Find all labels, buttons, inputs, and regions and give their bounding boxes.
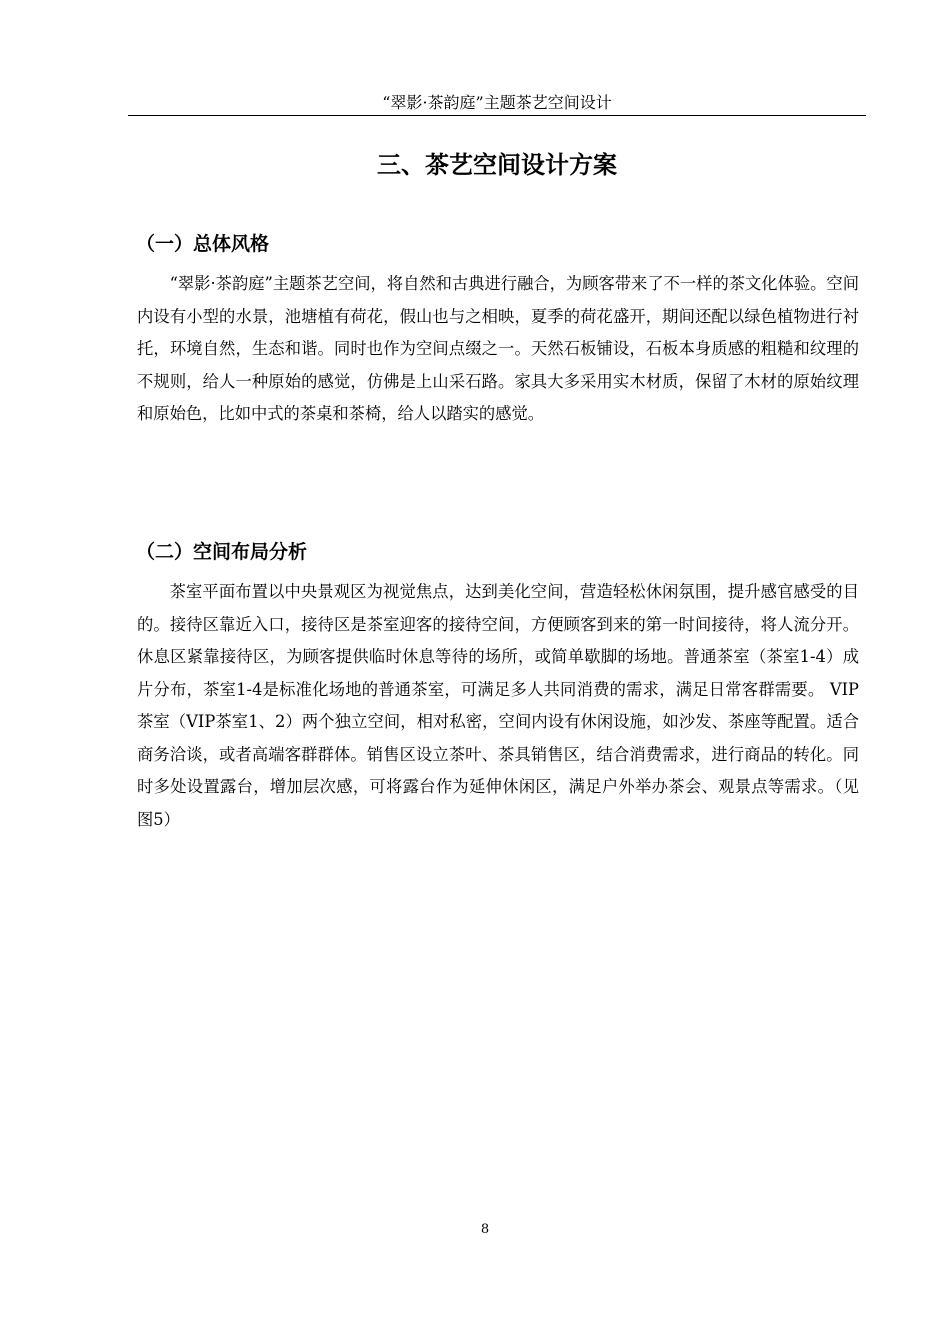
section-heading-layout-analysis: （二）空间布局分析 bbox=[136, 541, 308, 563]
body-paragraph-overall-style: “翠影·茶韵庭”主题茶艺空间，将自然和古典进行融合，为顾客带来了不一样的茶文化体验。空间内设有小型的水景，池塘植有荷花，假山也与之相映，夏季的荷花盛开，期间还配以绿色植物进行衬托，环境自然，生态和谐。同时也作为空间点缀之一。天然石板铺设，石板本身质感的粗糙和纹理的不规则，给人一种原始的感觉，仿佛是上山采石路。家具大多采用实木材质，保留了木材的原始纹理和原始色，比如中式的茶桌和茶椅，给人以踏实的感觉。 bbox=[137, 274, 859, 423]
section-heading-overall-style: （一）总体风格 bbox=[136, 233, 270, 255]
page-number: 8 bbox=[480, 1222, 490, 1237]
header-rule bbox=[128, 115, 866, 116]
body-paragraph-layout-analysis: 茶室平面布置以中央景观区为视觉焦点，达到美化空间，营造轻松休闲氛围，提升感官感受的目的。接待区靠近入口，接待区是茶室迎客的接待空间，方便顾客到来的第一时间接待，将人流分开。休息区紧靠接待区，为顾客提供临时休息等待的场所，或简单歇脚的场地。普通茶室（茶室1-4）成片分布，茶室1-4是标准化场地的普通茶室，可满足多人共同消费的需求，满足日常客群需要。 VIP茶室（VIP茶室1、2）两个独立空间，相对私密，空间内设有休闲设施，如沙发、茶座等配置。适合商务洽谈，或者高端客群群体。销售区设立茶叶、茶具销售区，结合消费需求，进行商品的转化。同时多处设置露台，增加层次感，可将露台作为延伸休闲区，满足户外举办茶会、观景点等需求。（见图5） bbox=[137, 582, 859, 829]
running-header: “翠影·茶韵庭”主题茶艺空间设计 bbox=[382, 93, 612, 112]
chapter-title: 三、茶艺空间设计方案 bbox=[377, 151, 617, 179]
